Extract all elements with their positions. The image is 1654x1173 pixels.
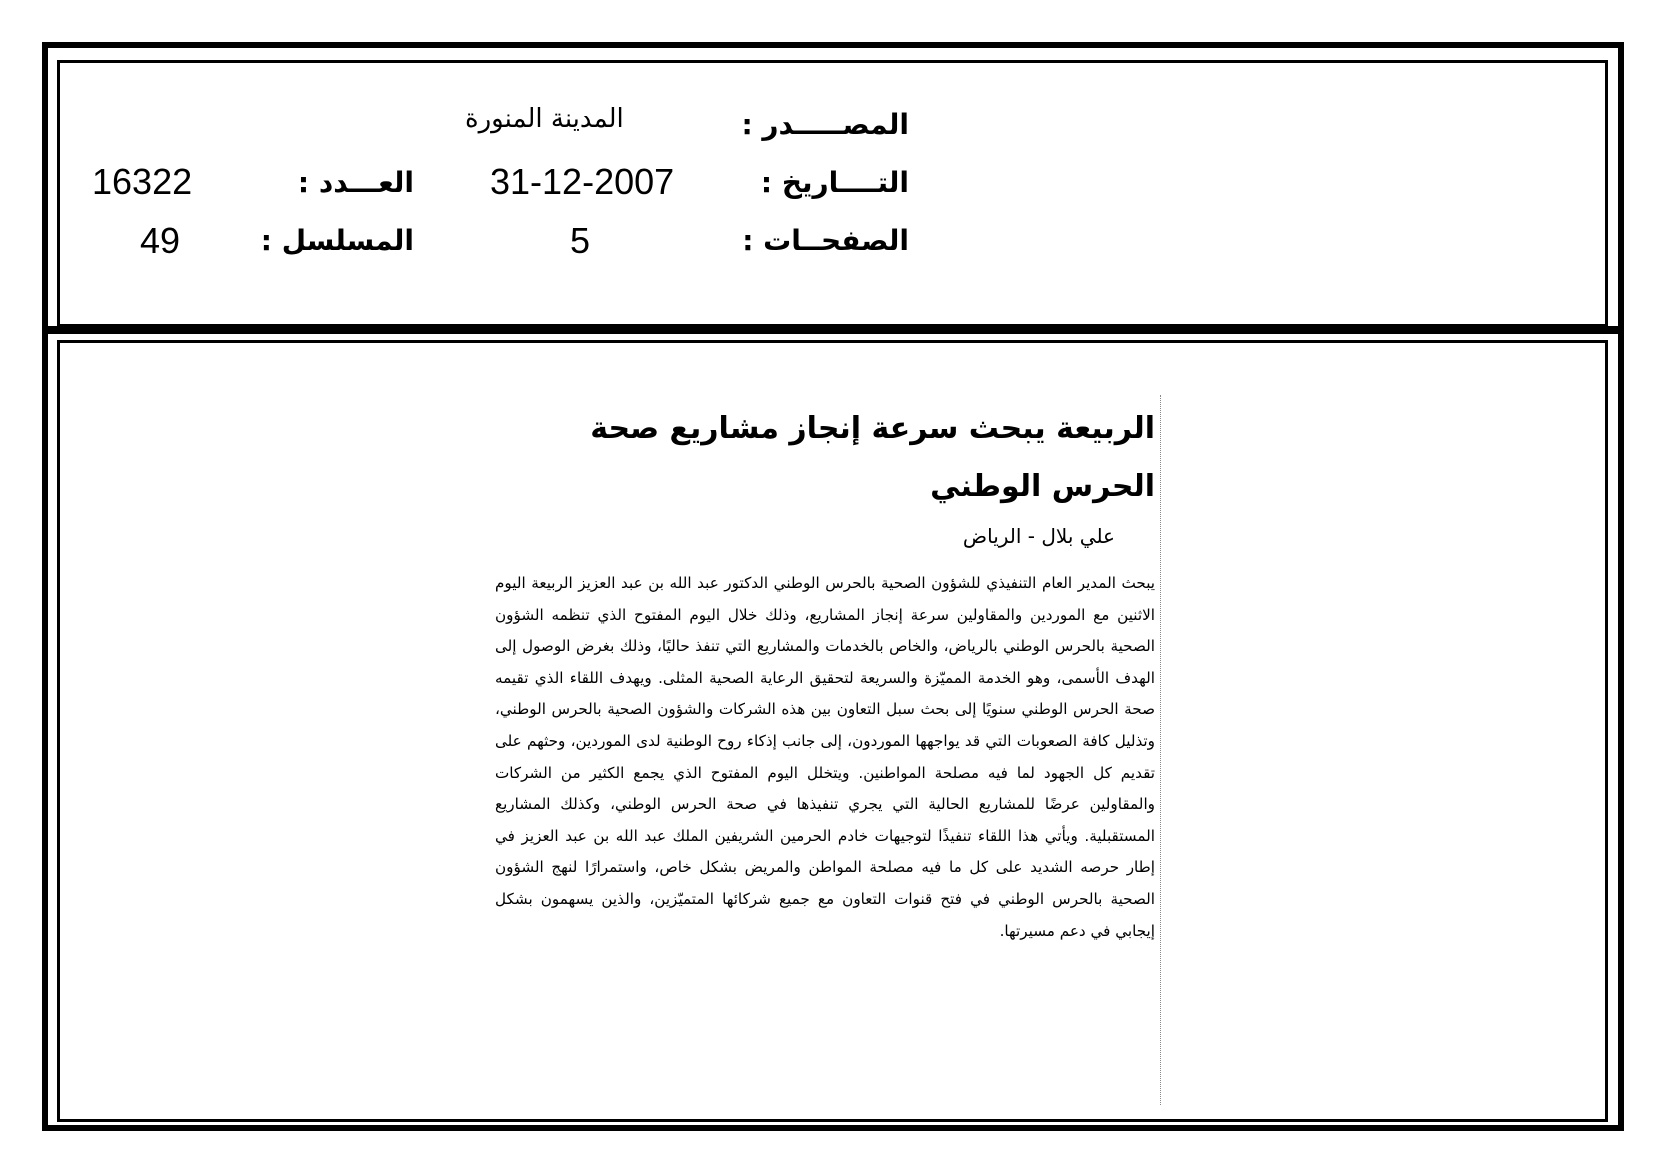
serial-label: المسلسل : [260, 224, 414, 257]
source-label: المصـــــدر : [741, 108, 909, 141]
pages-value: 5 [570, 220, 591, 261]
issue-label: العـــدد : [297, 166, 414, 199]
serial-value: 49 [140, 220, 181, 261]
date-value: 31-12-2007 [490, 161, 675, 202]
date-label: التــــاريخ : [760, 166, 909, 199]
source-value: المدينة المنورة [465, 104, 624, 134]
pages-label: الصفحــات : [742, 224, 909, 257]
frame-separator [42, 326, 1624, 334]
issue-value: 16322 [92, 161, 193, 202]
article-byline: علي بلال - الرياض [962, 524, 1115, 548]
article-title: الربيعة يبحث سرعة إنجاز مشاريع صحة الحرس الوطني [590, 411, 1155, 504]
article [495, 400, 1155, 947]
article-body: يبحث المدير العام التنفيذي للشؤون الصحية بالحرس الوطني الدكتور عبد الله بن عبد العزيز الربيعة اليوم الاثنين مع الموردين والمقاولين سرعة إنجاز المشاريع، وذلك خلال اليوم المفتوح الذي تنظمه الشؤون الصحية بالحرس الوطني بالرياض، والخاص بالخدمات والمشاريع التي تنفذ حاليًا، وذلك بغرض الوصول إلى الهدف الأسمى، وهو الخدمة المميّزة والسريعة لتحقيق الرعاية الصحية المثلى. ويهدف اللقاء الذي تقيمه صحة الحرس الوطني سنويًا إلى بحث سبل التعاون بين هذه الشركات والشؤون الصحية بالحرس الوطني، وتذليل كافة الصعوبات التي قد يواجهها الموردون، إلى جانب إذكاء روح الوطنية لدى الموردين، وحثهم على تقديم كل الجهود لما فيه مصلحة المواطنين. ويتخلل اليوم المفتوح الذي يجمع الكثير من الشركات والمقاولين عرضًا للمشاريع الحالية التي يجري تنفيذها في صحة الحرس الوطني، وكذلك المشاريع المستقبلية. ويأتي هذا اللقاء تنفيذًا لتوجيهات خادم الحرمين الشريفين الملك عبد الله بن عبد العزيز في إطار حرصه الشديد على كل ما فيه مصلحة المواطن والمريض بشكل خاص، واستمرارًا لنهج الشؤون الصحية بالحرس الوطني في فتح قنوات التعاون مع جميع شركائها المتميّزين، والذين يسهمون بشكل إيجابي في دعم مسيرتها. [495, 574, 1155, 940]
column-rule [1160, 395, 1162, 1105]
